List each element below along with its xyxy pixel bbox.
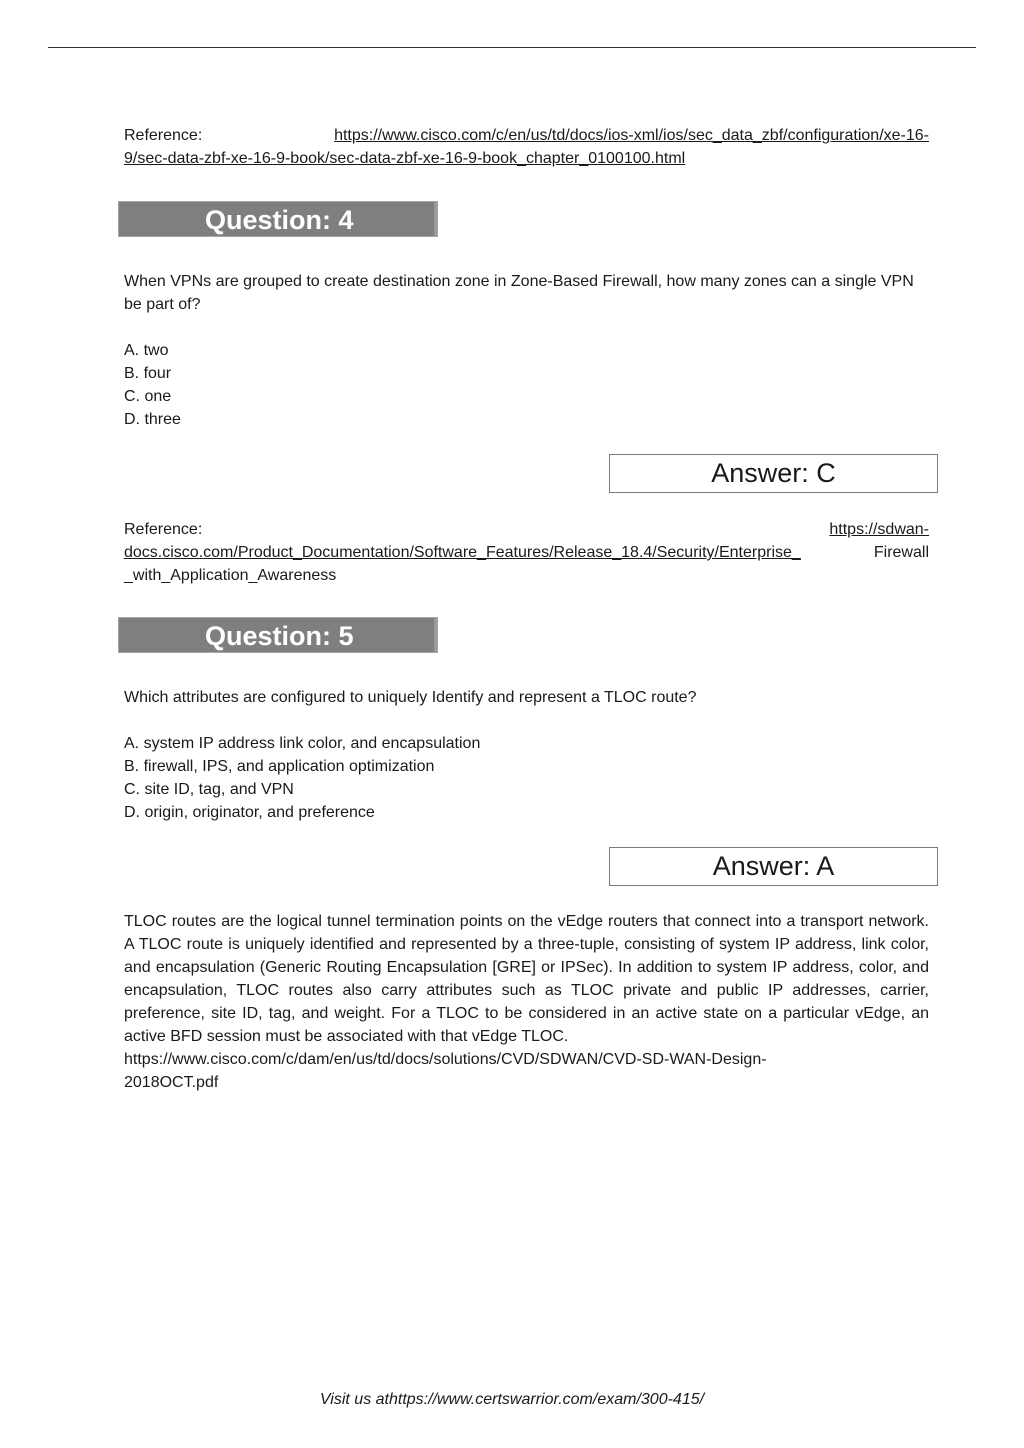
option-a: A. system IP address link color, and encapsulation (124, 735, 481, 752)
question-4-banner (118, 201, 438, 237)
reference-link-line3: _with_Application_Awareness (124, 567, 337, 584)
footer-visit-link[interactable]: Visit us athttps://www.certswarrior.com/exam/300-415/ (319, 1391, 705, 1408)
question-4-reference (124, 518, 929, 587)
explanation-text: TLOC routes are the logical tunnel termination points on the vEdge routers that connect into a transport network. A TLOC route is uniquely identified and represented by a three-tuple, consisting of system IP address, link color, and encapsulation (Generic Routing Encapsulation [GRE] or IPSec). In addition to system IP address, color, and encapsulation, TLOC routes also carry attributes such as TLOC private and public IP addresses, carrier, preference, site ID, tag, and weight. For a TLOC to be considered in an active state on a particular vEdge, an active BFD session must be associated with that vEdge TLOC. (124, 913, 929, 1045)
option-b: B. firewall, IPS, and application optimization (124, 758, 435, 775)
option-d: D. three (124, 411, 181, 428)
question-4-heading: Question: 4 (205, 205, 354, 235)
question-5-heading: Question: 5 (205, 621, 354, 651)
reference-link-line2[interactable]: docs.cisco.com/Product_Documentation/Software_Features/Release_18.4/Security/Enterprise_ (124, 544, 801, 561)
question-5-explanation-block (124, 910, 929, 1094)
reference-q3 (124, 124, 929, 170)
reference-link-line1[interactable]: https://www.cisco.com/c/en/us/td/docs/ios-xml/ios/sec_data_zbf/configuration/xe-16- (334, 127, 929, 144)
question-4-options (124, 339, 929, 431)
question-5-answer: Answer: A (609, 847, 938, 886)
reference-link-line2[interactable]: 9/sec-data-zbf-xe-16-9-book/sec-data-zbf-xe-16-9-book_chapter_0100100.html (124, 150, 686, 167)
explanation-url-line1: https://www.cisco.com/c/dam/en/us/td/docs/solutions/CVD/SDWAN/CVD-SD-WAN-Design- (124, 1051, 767, 1068)
option-d: D. origin, originator, and preference (124, 804, 375, 821)
reference-link-tail: Firewall (873, 544, 929, 561)
option-a: A. two (124, 342, 169, 359)
reference-link-line1[interactable]: https://sdwan- (829, 521, 929, 538)
header-rule (48, 47, 976, 48)
question-5-options (124, 732, 929, 824)
reference-label: Reference: (124, 521, 203, 538)
question-4-answer: Answer: C (609, 454, 938, 493)
option-c: C. site ID, tag, and VPN (124, 781, 294, 798)
reference-label: Reference: (124, 127, 203, 144)
question-4-prompt: When VPNs are grouped to create destination zone in Zone-Based Firewall, how many zones can a single VPN be part of? (124, 273, 914, 313)
option-b: B. four (124, 365, 172, 382)
option-c: C. one (124, 388, 172, 405)
question-5-prompt: Which attributes are configured to uniquely Identify and represent a TLOC route? (124, 689, 697, 706)
explanation-url-line2: 2018OCT.pdf (124, 1074, 219, 1091)
question-5-banner (118, 617, 438, 653)
